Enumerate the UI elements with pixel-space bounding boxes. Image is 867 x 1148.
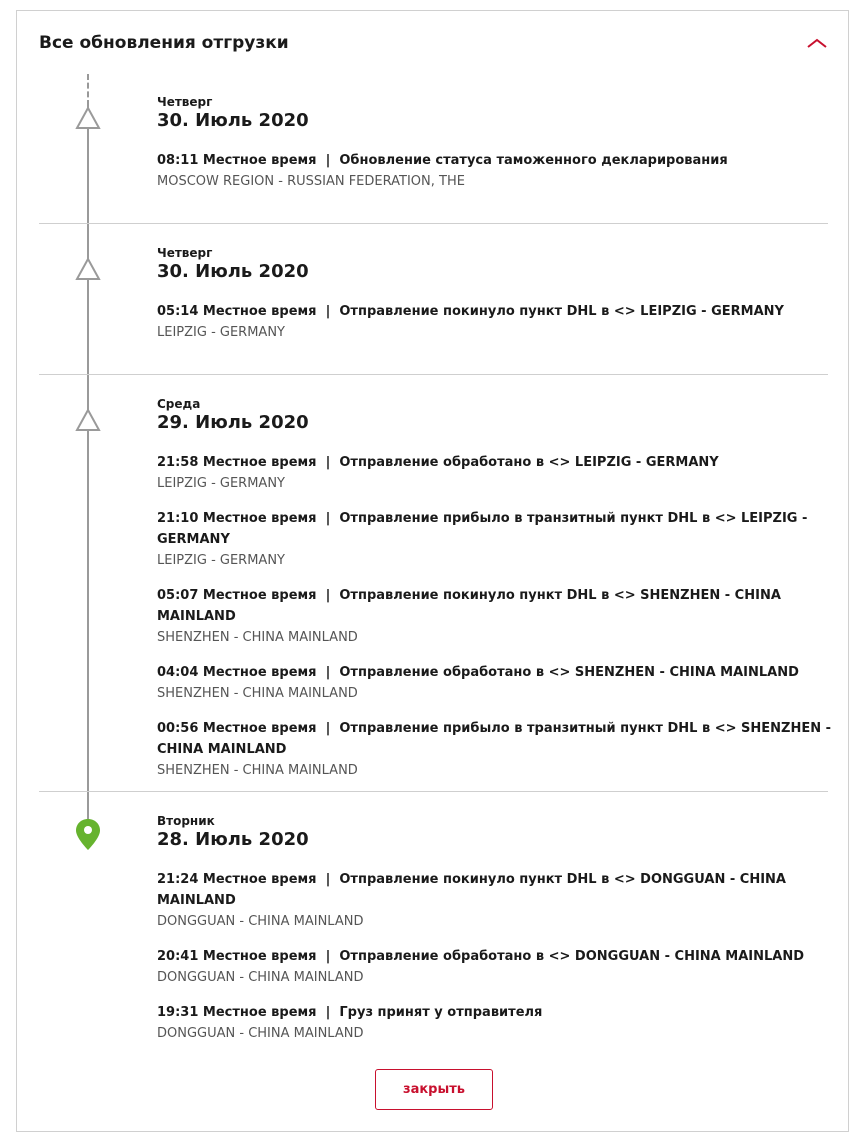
event-location: LEIPZIG - GERMANY — [157, 476, 285, 491]
event-status-line: 00:56 Местное время | Отправление прибыло в транзитный пункт DHL в <> SHENZHEN - CHINA MAINLAND — [157, 721, 832, 757]
event-item — [157, 452, 837, 494]
event-item — [157, 718, 837, 781]
event-status-line: 05:07 Местное время | Отправление покинуло пункт DHL в <> SHENZHEN - CHINA MAINLAND — [157, 588, 781, 624]
event-location: SHENZHEN - CHINA MAINLAND — [157, 686, 358, 701]
date-heading: 30. Июль 2020 — [157, 261, 309, 282]
event-location: DONGGUAN - CHINA MAINLAND — [157, 970, 364, 985]
triangle-outline-icon — [75, 257, 101, 281]
date-group — [157, 246, 837, 357]
date-group — [157, 397, 837, 795]
chevron-up-icon[interactable] — [806, 37, 828, 49]
timeline-line — [87, 106, 89, 831]
event-status-line: 21:58 Местное время | Отправление обработано в <> LEIPZIG - GERMANY — [157, 455, 719, 470]
event-status-line: 04:04 Местное время | Отправление обработано в <> SHENZHEN - CHINA MAINLAND — [157, 665, 799, 680]
event-location: MOSCOW REGION - RUSSIAN FEDERATION, THE — [157, 174, 465, 189]
event-location: LEIPZIG - GERMANY — [157, 325, 285, 340]
triangle-outline-icon — [75, 408, 101, 432]
close-button[interactable]: закрыть — [375, 1069, 493, 1110]
event-item — [157, 585, 837, 648]
event-location: DONGGUAN - CHINA MAINLAND — [157, 914, 364, 929]
date-heading: 30. Июль 2020 — [157, 110, 309, 131]
event-location: DONGGUAN - CHINA MAINLAND — [157, 1026, 364, 1041]
event-item — [157, 662, 837, 704]
event-item — [157, 150, 837, 192]
event-location: SHENZHEN - CHINA MAINLAND — [157, 630, 358, 645]
shipment-updates-panel — [16, 10, 849, 1132]
weekday-label: Четверг — [157, 246, 213, 260]
weekday-label: Четверг — [157, 95, 213, 109]
group-divider — [39, 374, 828, 375]
event-location: SHENZHEN - CHINA MAINLAND — [157, 763, 358, 778]
collapse-toggle[interactable] — [803, 33, 831, 53]
event-status-line: 20:41 Местное время | Отправление обработано в <> DONGGUAN - CHINA MAINLAND — [157, 949, 804, 964]
event-item — [157, 869, 837, 932]
event-item — [157, 1002, 837, 1044]
location-pin-icon — [75, 818, 101, 852]
group-divider — [39, 223, 828, 224]
event-status-line: 05:14 Местное время | Отправление покинуло пункт DHL в <> LEIPZIG - GERMANY — [157, 304, 784, 319]
timeline-dash — [87, 74, 89, 106]
event-item — [157, 508, 837, 571]
triangle-outline-icon — [75, 106, 101, 130]
event-location: LEIPZIG - GERMANY — [157, 553, 285, 568]
date-group — [157, 95, 837, 206]
event-status-line: 21:10 Местное время | Отправление прибыло в транзитный пункт DHL в <> LEIPZIG - GERMANY — [157, 511, 808, 547]
event-status-line: 19:31 Местное время | Груз принят у отправителя — [157, 1005, 543, 1020]
event-item — [157, 946, 837, 988]
panel-title: Все обновления отгрузки — [39, 33, 289, 53]
weekday-label: Среда — [157, 397, 201, 411]
event-status-line: 21:24 Местное время | Отправление покинуло пункт DHL в <> DONGGUAN - CHINA MAINLAND — [157, 872, 786, 908]
event-status-line: 08:11 Местное время | Обновление статуса таможенного декларирования — [157, 153, 728, 168]
date-heading: 28. Июль 2020 — [157, 829, 309, 850]
weekday-label: Вторник — [157, 814, 215, 828]
event-item — [157, 301, 837, 343]
date-heading: 29. Июль 2020 — [157, 412, 309, 433]
date-group — [157, 814, 837, 1058]
